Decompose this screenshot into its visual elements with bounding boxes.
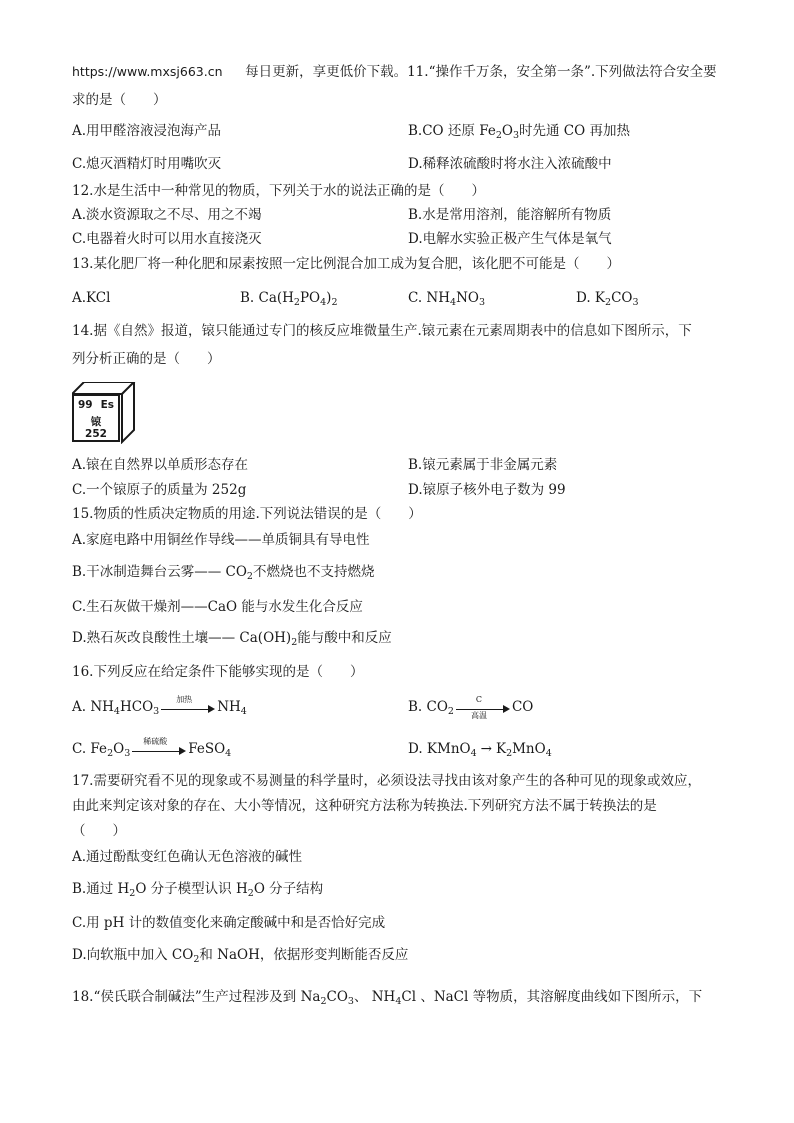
q12-option-c[interactable]: C.电器着火时可以用水直接浇灭 <box>72 231 262 247</box>
q11-option-b[interactable]: B.CO 还原 $Fe_2O_3$时先通 CO 再加热 <box>408 123 630 141</box>
q17-option-d[interactable]: D.向软瓶中加入 $CO_2$和 NaOH，依据形变判断能否反应 <box>72 947 409 965</box>
q16-option-d[interactable]: D. KMnO$_4$ → $K_2MnO_4$ <box>408 741 552 759</box>
reaction-arrow: 加热 <box>161 701 215 715</box>
q14-option-b[interactable]: B.锿元素属于非金属元素 <box>408 457 558 473</box>
q13-stem: 13.某化肥厂将一种化肥和尿素按照一定比例混合加工成为复合肥，该化肥不可能是（ ） <box>72 256 620 272</box>
q17-option-b[interactable]: B.通过 $H_2O$ 分子模型认识 $H_2O$ 分子结构 <box>72 881 324 899</box>
q13-option-b[interactable]: B. $Ca(H_2PO_4)_2$ <box>240 290 338 308</box>
q13-option-c[interactable]: C. $NH_4NO_3$ <box>408 290 486 308</box>
q14-option-c[interactable]: C.一个锿原子的质量为 252g <box>72 482 247 498</box>
q17-option-c[interactable]: C.用 pH 计的数值变化来确定酸碱中和是否恰好完成 <box>72 915 386 931</box>
reaction-arrow: → <box>480 741 492 757</box>
update-notice: 每日更新，享更低价下载。 <box>245 64 408 80</box>
q18-stem: 18.“侯氏联合制碱法”生产过程涉及到 $Na_2CO_3$、 $NH_4Cl$ 、NaCl 等物质，其溶解度曲线如下图所示，下 <box>72 989 703 1007</box>
q17-stem-part3: （ ） <box>72 823 126 839</box>
q11-option-a[interactable]: A.用甲醛溶液浸泡海产品 <box>72 123 222 139</box>
q11-option-d[interactable]: D.稀释浓硫酸时将水注入浓硫酸中 <box>408 156 612 172</box>
reaction-arrow: C 高温 <box>456 701 510 715</box>
q17-stem-part2: 由此来判定该对象的存在、大小等情况，这种研究方法称为转换法.下列研究方法不属于转换法的是 <box>72 798 657 814</box>
q15-option-c[interactable]: C.生石灰做干燥剂——CaO 能与水发生化合反应 <box>72 599 363 615</box>
q12-option-b[interactable]: B.水是常用溶剂，能溶解所有物质 <box>408 207 612 223</box>
q15-option-d[interactable]: D.熟石灰改良酸性土壤—— $Ca(OH)_2$能与酸中和反应 <box>72 630 392 648</box>
q14-option-a[interactable]: A.锿在自然界以单质形态存在 <box>72 457 249 473</box>
q16-option-b[interactable]: B. $CO_2$ C 高温 CO <box>408 694 534 720</box>
q12-option-d[interactable]: D.电解水实验正极产生气体是氧气 <box>408 231 612 247</box>
q15-stem: 15.物质的性质决定物质的用途.下列说法错误的是（ ） <box>72 506 422 522</box>
q16-option-c[interactable]: C. $Fe_2O_3$ 稀硫酸 FeSO$_4$ <box>72 736 232 759</box>
q14-option-d[interactable]: D.锿原子核外电子数为 99 <box>408 482 566 498</box>
q11-line1 <box>72 63 717 81</box>
site-url[interactable]: https://www.mxsj663.cn <box>72 64 223 79</box>
q16-option-a[interactable]: A. $NH_4HCO_3$ 加热 $NH_4$ <box>72 694 247 717</box>
q15-option-b[interactable]: B.干冰制造舞台云雾—— $CO_2$不燃烧也不支持燃烧 <box>72 564 375 582</box>
q13-option-d[interactable]: D. $K_2CO_3$ <box>576 290 639 308</box>
periodic-element-card <box>72 382 140 444</box>
q14-stem-part2: 列分析正确的是（ ） <box>72 351 221 367</box>
q14-stem-part1: 14.据《自然》报道，锿只能通过专门的核反应堆微量生产.锿元素在元素周期表中的信息如下图所示，下 <box>72 323 692 339</box>
reaction-arrow: 稀硫酸 <box>132 743 186 757</box>
q11-option-c[interactable]: C.熄灭酒精灯时用嘴吹灭 <box>72 156 222 172</box>
q17-stem-part1: 17.需要研究看不见的现象或不易测量的科学量时，必须设法寻找由该对象产生的各种可见的现象或效应， <box>72 773 701 789</box>
element-atomic-number: 99 <box>78 399 93 411</box>
q12-stem: 12.水是生活中一种常见的物质，下列关于水的说法正确的是（ ） <box>72 183 485 199</box>
q11-stem-part2: 求的是（ ） <box>72 92 167 108</box>
element-symbol: Es <box>100 399 114 411</box>
element-atomic-mass: 252 <box>85 428 107 440</box>
q16-stem: 16.下列反应在给定条件下能够实现的是（ ） <box>72 664 364 680</box>
q12-option-a[interactable]: A.淡水资源取之不尽、用之不竭 <box>72 207 262 223</box>
element-card-face <box>72 394 120 442</box>
q11-stem-part1: 11.“操作千万条，安全第一条”.下列做法符合安全要 <box>407 64 717 80</box>
q17-option-a[interactable]: A.通过酚酞变红色确认无色溶液的碱性 <box>72 849 303 865</box>
q15-option-a[interactable]: A.家庭电路中用铜丝作导线——单质铜具有导电性 <box>72 532 370 548</box>
element-name: 锿 <box>90 416 102 428</box>
q13-option-a[interactable]: A.KCl <box>72 290 111 306</box>
